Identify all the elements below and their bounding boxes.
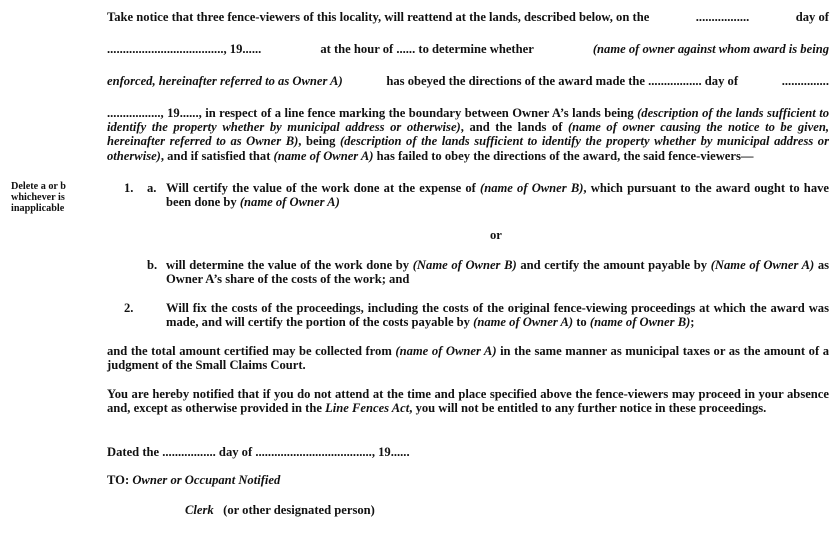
notified-italic-1: Line Fences Act	[325, 401, 410, 416]
para-text-c: , and the lands of	[460, 120, 563, 135]
item-b-text-3: as Owner A’s share of the costs of the work; and	[166, 258, 830, 287]
clerk-label: Clerk	[185, 503, 214, 517]
para-text-i: has failed to obey the directions of the award, the said fence-viewers—	[376, 148, 754, 163]
total-text-1: and the total amount certified may be collected from	[107, 344, 392, 358]
para-italic-f: (description of the lands sufficient to identify the property whether by municipal address or otherwise)	[107, 134, 829, 163]
item-b-text	[166, 258, 829, 286]
notice-line-1-dots: .................	[695, 10, 750, 24]
notice-line-3-italic: enforced, hereinafter referred to as Owner A)	[107, 74, 343, 88]
clerk-designation: (or other designated person)	[223, 503, 375, 517]
total-italic-1: (name of Owner A)	[395, 344, 497, 358]
notice-paragraph	[107, 106, 829, 163]
side-note: Delete a or b whichever is inapplicable	[11, 181, 66, 214]
item-b-italic-1: (Name of Owner B)	[412, 258, 517, 272]
notified-text-1: You are hereby notified that if you do not attend at the time and place specified above the fence-viewers may proceed in your absence and, except as otherwise provided in the	[107, 387, 829, 416]
or-separator: or	[490, 228, 502, 242]
to-recipient: Owner or Occupant Notified	[132, 473, 281, 487]
notice-line-1-text: Take notice that three fence-viewers of this locality, will reattend at the lands, described below, on the	[107, 10, 650, 24]
clerk-line	[185, 503, 375, 517]
notice-line-2	[107, 42, 829, 56]
item-1-number: 1.	[124, 181, 134, 195]
item-b-label: b.	[147, 258, 158, 272]
notice-line-1-end: day of	[795, 10, 829, 24]
item-2-text	[166, 301, 829, 329]
para-text-e: , being	[298, 134, 336, 149]
to-line	[107, 473, 829, 487]
notice-line-3-dots: ...............	[781, 74, 829, 88]
item-2-italic-2: (name of Owner B)	[589, 315, 691, 330]
item-b-italic-2: (Name of Owner A)	[710, 258, 815, 272]
notified-paragraph	[107, 387, 829, 415]
dated-line: Dated the ................. day of ....................................., 19......	[107, 445, 410, 459]
notice-line-2-italic: (name of owner against whom award is being	[592, 42, 829, 56]
item-2-number: 2.	[124, 301, 134, 315]
notice-line-2-mid: at the hour of ...... to determine whether	[320, 42, 534, 56]
item-2-text-3: ;	[690, 315, 695, 330]
notice-line-3	[107, 74, 829, 88]
notice-line-3-mid: has obeyed the directions of the award made the ................. day of	[386, 74, 739, 88]
to-label: TO:	[107, 473, 130, 487]
item-b-text-2: and certify the amount payable by	[520, 258, 708, 272]
para-italic-b: (description of the lands sufficient to identify the property whether by municipal address or otherwise)	[107, 106, 829, 135]
item-2-text-1: Will fix the costs of the proceedings, including the costs of the original fence-viewing proceedings at which the award was made, and will certify the portion of the costs payable by	[166, 301, 829, 330]
para-italic-h: (name of Owner A)	[273, 148, 374, 163]
total-text-2: in the same manner as municipal taxes or as the amount of a judgment of the Small Claims Court.	[107, 344, 829, 373]
item-a-text-2: , which pursuant to the award ought to have been done by	[166, 181, 829, 210]
notified-text-2: , you will not be entitled to any further notice in these proceedings.	[409, 401, 767, 416]
para-italic-d: (name of owner causing the notice to be given, hereinafter referred to as Owner B)	[107, 120, 829, 149]
item-a-text-1: Will certify the value of the work done at the expense of	[166, 181, 476, 195]
para-text-a: ................., 19......, in respect of a line fence marking the boundary between Owner A’s lands being	[107, 106, 634, 120]
notice-line-1	[107, 10, 829, 24]
item-b-text-1: will determine the value of the work done by	[166, 258, 410, 272]
item-a-italic-2: (name of Owner A)	[239, 195, 340, 210]
item-2-text-2: to	[576, 315, 587, 330]
item-a-text	[166, 181, 829, 209]
notice-line-2-dots: ....................................., 19......	[107, 42, 262, 56]
para-text-g: , and if satisfied that	[160, 148, 271, 163]
item-a-italic-1: (name of Owner B)	[480, 181, 584, 195]
total-paragraph	[107, 344, 829, 372]
item-2-italic-1: (name of Owner A)	[473, 315, 574, 330]
item-a-label: a.	[147, 181, 157, 195]
